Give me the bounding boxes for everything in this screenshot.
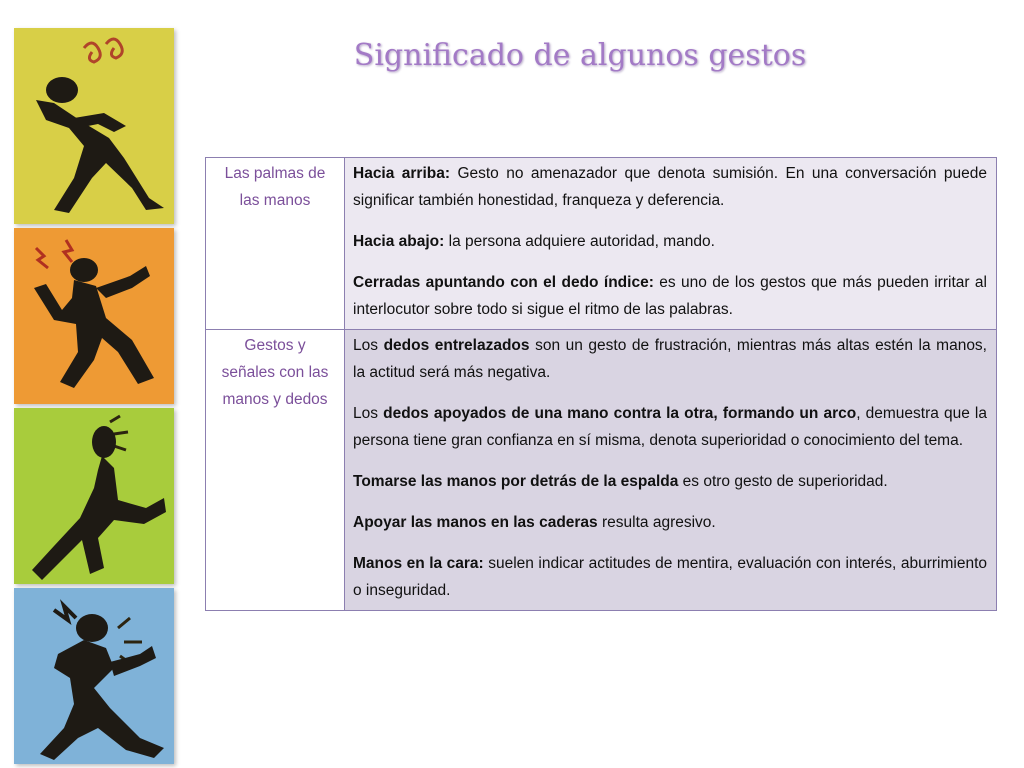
running-figure-icon bbox=[14, 408, 174, 584]
header-line: señales con las bbox=[221, 364, 329, 381]
paragraph: Los dedos entrelazados son un gesto de frustración, mientras más altas estén la manos, la actitud será más negativa. bbox=[353, 337, 987, 381]
angry-figure-icon bbox=[14, 228, 174, 404]
paragraph: Apoyar las manos en las caderas resulta agresivo. bbox=[353, 514, 716, 531]
header-line: Las palmas de bbox=[224, 165, 326, 182]
table-row bbox=[206, 330, 997, 611]
row-header-gestos bbox=[206, 330, 345, 611]
paragraph: Tomarse las manos por detrás de la espalda es otro gesto de superioridad. bbox=[353, 473, 888, 490]
paragraph: Hacia arriba: Gesto no amenazador que denota sumisión. En una conversación puede significar también honestidad, franqueza y deferencia. bbox=[353, 165, 987, 209]
gestures-table bbox=[205, 157, 997, 611]
table-row bbox=[206, 158, 997, 330]
illustration-strip bbox=[8, 28, 178, 768]
surprised-figure-icon bbox=[14, 588, 174, 764]
header-line: las manos bbox=[239, 192, 311, 209]
frustrated-figure-icon bbox=[14, 28, 174, 224]
row-content-gestos bbox=[345, 330, 997, 611]
paragraph: Cerradas apuntando con el dedo índice: es uno de los gestos que más pueden irritar al interlocutor sobre todo si sigue el ritmo de las palabras. bbox=[353, 274, 987, 318]
row-header-palmas bbox=[206, 158, 345, 330]
paragraph: Manos en la cara: suelen indicar actitudes de mentira, evaluación con interés, aburrimiento o inseguridad. bbox=[353, 555, 987, 599]
header-line: Gestos y bbox=[244, 337, 306, 354]
paragraph: Hacia abajo: la persona adquiere autoridad, mando. bbox=[353, 233, 715, 250]
page-title: Significado de algunos gestos bbox=[353, 38, 807, 73]
paragraph: Los dedos apoyados de una mano contra la otra, formando un arco, demuestra que la persona tiene gran confianza en sí misma, denota superioridad o conocimiento del tema. bbox=[353, 405, 987, 449]
header-line: manos y dedos bbox=[222, 391, 328, 408]
row-content-palmas bbox=[345, 158, 997, 330]
